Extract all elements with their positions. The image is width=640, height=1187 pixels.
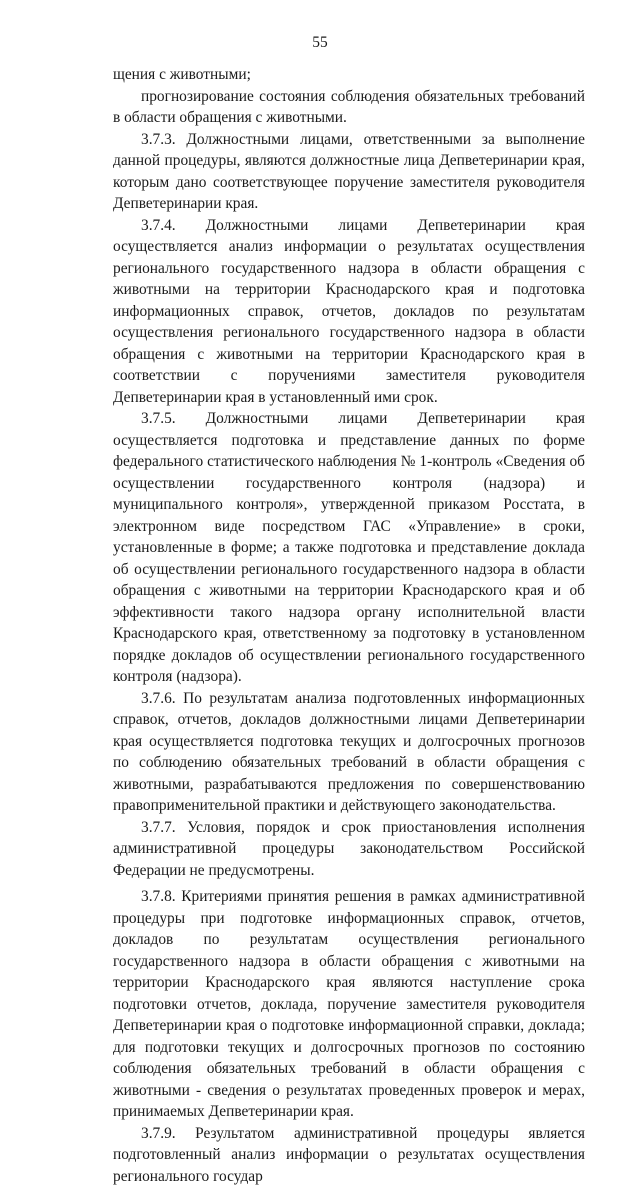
paragraph-continuation: щения с животными; [113,64,585,86]
paragraph-3-7-6: 3.7.6. По результатам анализа подготовленных информационных справок, отчетов, докладов должностными лицами Депветеринарии края осуществляется подготовка текущих и долгосрочных прогнозов по соблюдению обязательных требований в области обращения с животными, разрабатываются предложения по совершенствованию правоприменительной практики и действующего законодательства. [113,688,585,817]
paragraph-3-7-5: 3.7.5. Должностными лицами Депветеринарии края осуществляется подготовка и представление данных по форме федерального статистического наблюдения № 1-контроль «Сведения об осуществлении государственного контроля (надзора) и муниципального контроля», утвержденной приказом Росстата, в электронном виде посредством ГАС «Управление» в сроки, установленные в форме; а также подготовка и представление доклада об осуществлении регионального государственного надзора в области обращения с животными на территории Краснодарского края и об эффективности такого надзора органу исполнительной власти Краснодарского края, ответственному за подготовку в установленном порядке докладов об осуществлении регионального государственного контроля (надзора). [113,408,585,688]
paragraph-3-7-8: 3.7.8. Критериями принятия решения в рамках административной процедуры при подготовке информационных справок, отчетов, докладов по результатам осуществления регионального государственного надзора в области обращения с животными на территории Краснодарского края являются наступление срока подготовки отчетов, доклада, поручение заместителя руководителя Депветеринарии края о подготовке информационной справки, доклада; для подготовки текущих и долгосрочных прогнозов по состоянию соблюдения обязательных требований в области обращения с животными - сведения о результатах проведенных проверок и мерах, принимаемых Депветеринарии края. [113,886,585,1123]
paragraph-3-7-7: 3.7.7. Условия, порядок и срок приостановления исполнения административной процедуры законодательством Российской Федерации не предусмотрены. [113,817,585,882]
paragraph-forecasting: прогнозирование состояния соблюдения обязательных требований в области обращения с животными. [113,86,585,129]
paragraph-3-7-4: 3.7.4. Должностными лицами Депветеринарии края осуществляется анализ информации о результатах осуществления регионального государственного надзора в области обращения с животными на территории Краснодарского края и подготовка информационных справок, отчетов, докладов по результатам осуществления регионального государственного надзора в области обращения с животными на территории Краснодарского края в соответствии с поручениями заместителя руководителя Депветеринарии края в установленный ими срок. [113,215,585,409]
document-body [113,64,585,1187]
paragraph-3-7-3: 3.7.3. Должностными лицами, ответственными за выполнение данной процедуры, являются должностные лица Депветеринарии края, которым дано соответствующее поручение заместителя руководителя Депветеринарии края. [113,129,585,215]
paragraph-3-7-9: 3.7.9. Результатом административной процедуры является подготовленный анализ информации о результатах осуществления регионального государ [113,1123,585,1187]
page-number: 55 [0,32,640,54]
